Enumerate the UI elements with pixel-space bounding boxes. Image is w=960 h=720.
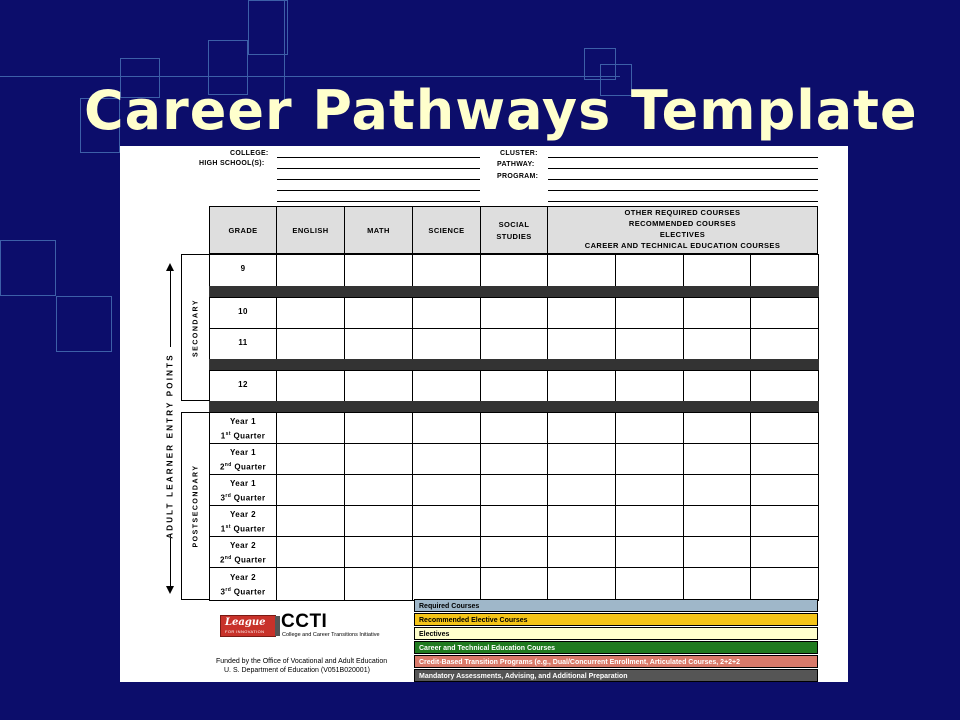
- legend-item: Credit-Based Transition Programs (e.g., Dual/Concurrent Enrollment, Articulated Courses, 2+2+2: [414, 655, 818, 668]
- course-cell[interactable]: [547, 505, 616, 537]
- course-cell[interactable]: [412, 536, 481, 568]
- row-separator: [209, 286, 819, 297]
- course-cell[interactable]: [683, 443, 751, 475]
- arrow-down-icon: [166, 586, 174, 594]
- course-cell[interactable]: [615, 412, 684, 444]
- grade-label: 12: [238, 379, 248, 389]
- grade-cell: [209, 328, 277, 360]
- postsecondary-term-label: [210, 509, 276, 536]
- year-label: Year 1: [230, 447, 256, 457]
- arrow-up-line: [170, 269, 171, 347]
- arrow-down-line: [170, 538, 171, 586]
- league-logo: [220, 615, 276, 637]
- course-cell[interactable]: [547, 370, 616, 402]
- course-cell[interactable]: [615, 328, 684, 360]
- year-label: Year 2: [230, 509, 256, 519]
- course-cell[interactable]: [480, 536, 548, 568]
- math-header-text: MATH: [367, 226, 390, 235]
- course-cell[interactable]: [480, 474, 548, 506]
- course-cell[interactable]: [683, 412, 751, 444]
- course-cell[interactable]: [750, 474, 819, 506]
- grade-cell: [209, 474, 277, 506]
- course-cell[interactable]: [276, 474, 345, 506]
- secondary-label: SECONDARY: [192, 299, 200, 357]
- course-cell[interactable]: [412, 443, 481, 475]
- other-header-text-1: OTHER REQUIRED COURSES: [624, 208, 741, 217]
- course-cell[interactable]: [344, 474, 413, 506]
- col-header-social-studies: [480, 206, 548, 254]
- grade-cell: [209, 297, 277, 329]
- course-cell[interactable]: [412, 370, 481, 402]
- league-logo-text: League: [225, 617, 266, 628]
- other-header-text-2: RECOMMENDED COURSES: [628, 219, 737, 228]
- course-cell[interactable]: [276, 254, 345, 287]
- course-cell[interactable]: [615, 254, 684, 287]
- course-cell[interactable]: [344, 412, 413, 444]
- course-cell[interactable]: [615, 370, 684, 402]
- quarter-label: 3rd Quarter: [220, 492, 266, 503]
- course-cell[interactable]: [412, 412, 481, 444]
- course-cell[interactable]: [480, 412, 548, 444]
- course-cell[interactable]: [547, 474, 616, 506]
- course-cell[interactable]: [683, 474, 751, 506]
- funding-line-2: U. S. Department of Education (V051B020001): [224, 667, 370, 674]
- legend-item: Electives: [414, 627, 818, 640]
- grade-cell: [209, 536, 277, 568]
- course-cell[interactable]: [412, 297, 481, 329]
- program-label: PROGRAM:: [497, 173, 539, 180]
- grade-label: 11: [238, 337, 248, 347]
- course-cell[interactable]: [750, 536, 819, 568]
- social-header-text-1: SOCIAL: [498, 220, 530, 229]
- grade-header-text: GRADE: [228, 226, 258, 235]
- course-cell[interactable]: [547, 567, 616, 601]
- other-header-text-4: CAREER AND TECHNICAL EDUCATION COURSES: [584, 241, 781, 250]
- course-cell[interactable]: [480, 297, 548, 329]
- course-cell[interactable]: [615, 474, 684, 506]
- course-cell[interactable]: [547, 412, 616, 444]
- grade-cell: [209, 412, 277, 444]
- course-cell[interactable]: [683, 254, 751, 287]
- ccti-subtitle: College and Career Transitions Initiative: [282, 632, 380, 638]
- postsecondary-term-label: [210, 540, 276, 567]
- course-cell[interactable]: [344, 328, 413, 360]
- grade-cell: [209, 370, 277, 402]
- high-school-label: HIGH SCHOOL(S):: [199, 160, 265, 167]
- grade-cell: [209, 443, 277, 475]
- legend-item: Recommended Elective Courses: [414, 613, 818, 626]
- course-cell[interactable]: [412, 505, 481, 537]
- course-cell[interactable]: [615, 567, 684, 601]
- grade-cell: [209, 254, 277, 287]
- course-cell[interactable]: [615, 443, 684, 475]
- course-cell[interactable]: [276, 443, 345, 475]
- arrow-up-icon: [166, 263, 174, 271]
- course-cell[interactable]: [412, 474, 481, 506]
- course-cell[interactable]: [344, 536, 413, 568]
- course-cell[interactable]: [547, 328, 616, 360]
- course-cell[interactable]: [750, 328, 819, 360]
- course-cell[interactable]: [750, 412, 819, 444]
- legend-item: Mandatory Assessments, Advising, and Additional Preparation: [414, 669, 818, 682]
- logo-divider: [275, 616, 280, 636]
- course-cell[interactable]: [276, 297, 345, 329]
- course-cell[interactable]: [750, 443, 819, 475]
- quarter-label: 3rd Quarter: [220, 586, 266, 597]
- course-cell[interactable]: [276, 370, 345, 402]
- course-cell[interactable]: [480, 443, 548, 475]
- page-title: Career Pathways Template: [84, 79, 918, 142]
- english-header-text: ENGLISH: [292, 226, 329, 235]
- cluster-label: CLUSTER:: [500, 150, 538, 157]
- grade-label: 9: [240, 264, 246, 273]
- college-label: COLLEGE:: [230, 150, 269, 157]
- course-cell[interactable]: [547, 536, 616, 568]
- course-cell[interactable]: [615, 297, 684, 329]
- course-cell[interactable]: [276, 567, 345, 601]
- course-cell[interactable]: [480, 328, 548, 360]
- pathway-label: PATHWAY:: [497, 161, 535, 168]
- science-header-text: SCIENCE: [428, 226, 465, 235]
- course-cell[interactable]: [344, 370, 413, 402]
- funding-line-1: Funded by the Office of Vocational and Adult Education: [216, 658, 388, 665]
- ccti-logo: CCTI: [281, 611, 328, 632]
- course-cell[interactable]: [547, 297, 616, 329]
- course-cell[interactable]: [683, 505, 751, 537]
- course-cell[interactable]: [276, 328, 345, 360]
- course-cell[interactable]: [412, 328, 481, 360]
- legend-item: Career and Technical Education Courses: [414, 641, 818, 654]
- quarter-label: 1st Quarter: [220, 430, 266, 441]
- course-cell[interactable]: [683, 370, 751, 402]
- adult-learner-label: ADULT LEARNER ENTRY POINTS: [165, 353, 175, 539]
- course-cell[interactable]: [412, 567, 481, 601]
- postsecondary-label: POSTSECONDARY: [192, 464, 200, 548]
- year-label: Year 1: [230, 478, 256, 488]
- course-cell[interactable]: [750, 254, 819, 287]
- year-label: Year 2: [230, 572, 256, 582]
- grade-cell: [209, 505, 277, 537]
- year-label: Year 1: [230, 416, 256, 426]
- course-cell[interactable]: [480, 370, 548, 402]
- course-cell[interactable]: [480, 505, 548, 537]
- course-cell[interactable]: [480, 254, 548, 287]
- postsecondary-term-label: [210, 416, 276, 443]
- course-cell[interactable]: [344, 505, 413, 537]
- course-cell[interactable]: [750, 567, 819, 601]
- quarter-label: 2nd Quarter: [219, 554, 267, 565]
- course-cell[interactable]: [750, 370, 819, 402]
- course-cell[interactable]: [683, 567, 751, 601]
- postsecondary-term-label: [210, 447, 276, 474]
- course-cell[interactable]: [344, 254, 413, 287]
- quarter-label: 1st Quarter: [220, 523, 266, 534]
- course-cell[interactable]: [276, 505, 345, 537]
- legend-item: Required Courses: [414, 599, 818, 612]
- course-cell[interactable]: [344, 297, 413, 329]
- course-cell[interactable]: [480, 567, 548, 601]
- league-logo-sub: FOR INNOVATION: [225, 629, 265, 634]
- course-cell[interactable]: [344, 443, 413, 475]
- postsecondary-term-label: [210, 572, 276, 599]
- course-cell[interactable]: [615, 505, 684, 537]
- course-cell[interactable]: [683, 328, 751, 360]
- course-cell[interactable]: [547, 443, 616, 475]
- course-cell[interactable]: [615, 536, 684, 568]
- grade-label: 10: [238, 306, 248, 316]
- course-cell[interactable]: [276, 536, 345, 568]
- course-cell[interactable]: [683, 536, 751, 568]
- course-cell[interactable]: [412, 254, 481, 287]
- course-cell[interactable]: [276, 412, 345, 444]
- row-separator: [209, 359, 819, 370]
- social-header-text-2: STUDIES: [496, 232, 532, 241]
- postsecondary-term-label: [210, 478, 276, 505]
- career-pathways-sheet: [120, 146, 848, 682]
- course-cell[interactable]: [683, 297, 751, 329]
- other-header-text-3: ELECTIVES: [659, 230, 706, 239]
- course-cell[interactable]: [750, 505, 819, 537]
- course-cell[interactable]: [750, 297, 819, 329]
- course-cell[interactable]: [344, 567, 413, 601]
- year-label: Year 2: [230, 540, 256, 550]
- quarter-label: 2nd Quarter: [219, 461, 267, 472]
- course-cell[interactable]: [547, 254, 616, 287]
- row-separator: [209, 401, 819, 412]
- grade-cell: [209, 567, 277, 601]
